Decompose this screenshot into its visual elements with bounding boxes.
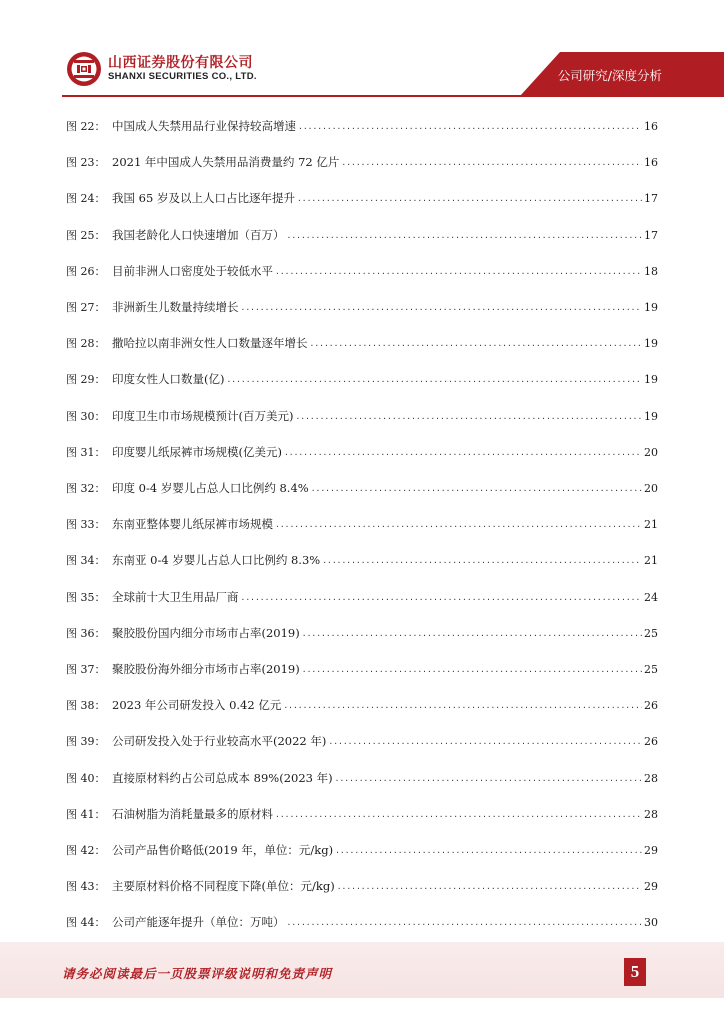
page-footer — [0, 942, 724, 1000]
disclaimer-text: 请务必阅读最后一页股票评级说明和免责声明 — [62, 966, 333, 981]
figure-title: 2023 年公司研发投入 0.42 亿元 — [112, 698, 282, 713]
figure-page-number: 25 — [644, 626, 658, 640]
toc-entry[interactable] — [66, 263, 658, 283]
figure-page-number: 18 — [644, 264, 658, 278]
toc-entry[interactable] — [66, 335, 658, 355]
figure-title: 全球前十大卫生用品厂商 — [112, 589, 239, 604]
toc-entry[interactable] — [66, 878, 658, 898]
toc-entry[interactable] — [66, 770, 658, 790]
figure-title: 印度卫生巾市场规模预计(百万美元) — [112, 408, 294, 423]
figure-page-number: 17 — [644, 228, 658, 242]
toc-entry[interactable] — [66, 154, 658, 174]
figure-number: 图 31： — [66, 445, 106, 459]
figure-number: 图 43： — [66, 880, 106, 894]
dot-leader — [295, 412, 642, 421]
dot-leader — [337, 882, 642, 891]
report-section-tag: 公司研究/深度分析 — [557, 68, 662, 83]
figure-page-number: 19 — [644, 409, 658, 423]
dot-leader — [302, 665, 642, 674]
figure-number: 图 27： — [66, 301, 106, 314]
figure-title: 印度女性人口数量(亿) — [112, 372, 225, 387]
figure-number: 图 22： — [66, 120, 106, 133]
dot-leader — [302, 629, 642, 638]
dot-leader — [310, 339, 643, 348]
figure-number: 图 34： — [66, 554, 106, 568]
figure-number: 图 28： — [66, 337, 106, 351]
dot-leader — [241, 303, 643, 312]
figure-title: 聚胶股份海外细分市场市占率(2019) — [112, 662, 300, 676]
figure-number: 图 25： — [66, 228, 106, 242]
figure-number: 图 38： — [66, 699, 106, 713]
figure-number: 图 41： — [66, 807, 106, 821]
toc-entry[interactable] — [66, 733, 658, 753]
toc-entry[interactable] — [66, 371, 658, 391]
toc-entry[interactable] — [66, 661, 658, 681]
figure-title: 东南亚整体婴儿纸尿裤市场规模 — [112, 517, 273, 532]
toc-entry[interactable] — [66, 552, 658, 572]
figure-page-number: 24 — [644, 590, 658, 604]
figure-page-number: 17 — [644, 192, 658, 206]
figure-title: 主要原材料价格不同程度下降(单位：元/kg) — [112, 879, 335, 894]
dot-leader — [335, 774, 642, 783]
figure-title: 我国 65 岁及以上人口占比逐年提升 — [112, 191, 295, 206]
figure-number: 图 23： — [66, 156, 106, 170]
dot-leader — [297, 194, 642, 203]
figure-title: 公司研发投入处于行业较高水平(2022 年) — [112, 734, 327, 749]
figure-page-number: 21 — [644, 554, 658, 568]
dot-leader — [287, 918, 643, 927]
figure-page-number: 28 — [644, 807, 658, 821]
toc-entry[interactable] — [66, 625, 658, 645]
figure-page-number: 20 — [644, 445, 658, 459]
toc-entry[interactable] — [66, 914, 658, 934]
figure-number: 图 24： — [66, 192, 106, 206]
figure-number: 图 35： — [66, 590, 106, 604]
figure-page-number: 26 — [644, 699, 658, 713]
toc-entry[interactable] — [66, 408, 658, 428]
figure-page-number: 29 — [644, 844, 658, 857]
dot-leader — [226, 375, 642, 384]
figure-page-number: 25 — [644, 663, 658, 676]
dot-leader — [298, 122, 642, 131]
figure-page-number: 19 — [644, 337, 658, 351]
dot-leader — [341, 158, 642, 167]
figure-page-number: 29 — [644, 880, 658, 894]
figure-number: 图 26： — [66, 264, 106, 278]
figure-title: 撒哈拉以南非洲女性人口数量逐年增长 — [112, 336, 308, 351]
dot-leader — [322, 556, 642, 565]
dot-leader — [275, 267, 642, 276]
dot-leader — [275, 520, 642, 529]
toc-entry[interactable] — [66, 842, 658, 862]
figure-page-number: 30 — [644, 916, 658, 930]
dot-leader — [311, 484, 642, 493]
dot-leader — [328, 737, 642, 746]
toc-entry[interactable] — [66, 299, 658, 319]
toc-entry[interactable] — [66, 697, 658, 717]
figure-page-number: 28 — [644, 771, 658, 785]
figure-title: 我国老龄化人口快速增加（百万） — [112, 227, 285, 242]
dot-leader — [284, 448, 642, 457]
figure-page-number: 26 — [644, 735, 658, 749]
dot-leader — [275, 810, 642, 819]
figure-number: 图 42： — [66, 844, 106, 857]
figure-title: 石油树脂为消耗量最多的原材料 — [112, 806, 273, 821]
figure-number: 图 30： — [66, 409, 106, 423]
figure-title: 目前非洲人口密度处于较低水平 — [112, 263, 273, 278]
figure-number: 图 32： — [66, 482, 106, 495]
figure-page-number: 16 — [644, 120, 658, 133]
figure-page-number: 16 — [644, 156, 658, 170]
toc-entry[interactable] — [66, 444, 658, 464]
figure-title: 公司产能逐年提升（单位：万吨） — [112, 915, 285, 930]
dot-leader — [335, 846, 642, 855]
figure-number: 图 29： — [66, 373, 106, 387]
figure-page-number: 19 — [644, 373, 658, 387]
toc-entry[interactable] — [66, 190, 658, 210]
page-number: 5 — [624, 958, 646, 986]
figure-number: 图 44： — [66, 916, 106, 930]
figure-title: 印度 0-4 岁婴儿占总人口比例约 8.4% — [112, 481, 309, 495]
figure-number: 图 33： — [66, 518, 106, 532]
company-name-cn: 山西证券股份有限公司 — [108, 55, 253, 71]
figure-number: 图 37： — [66, 663, 106, 676]
dot-leader — [287, 231, 643, 240]
dot-leader — [241, 593, 643, 602]
toc-entry[interactable] — [66, 516, 658, 536]
figure-number: 图 40： — [66, 771, 106, 785]
toc-entry[interactable] — [66, 118, 658, 138]
figure-title: 聚胶股份国内细分市场市占率(2019) — [112, 625, 300, 640]
toc-entry[interactable] — [66, 589, 658, 609]
figure-number: 图 36： — [66, 626, 106, 640]
figure-title: 公司产品售价略低(2019 年，单位：元/kg) — [112, 843, 334, 857]
toc-entry[interactable] — [66, 227, 658, 247]
dot-leader — [283, 701, 642, 710]
figure-title: 东南亚 0-4 岁婴儿占总人口比例约 8.3% — [112, 553, 321, 568]
toc-entry[interactable] — [66, 480, 658, 500]
company-name-en: SHANXI SECURITIES CO., LTD. — [108, 71, 257, 82]
figure-page-number: 21 — [644, 518, 658, 532]
toc-entry[interactable] — [66, 806, 658, 826]
figure-page-number: 20 — [644, 482, 658, 495]
figure-title: 非洲新生儿数量持续增长 — [112, 300, 239, 314]
figure-page-number: 19 — [644, 301, 658, 314]
figure-number: 图 39： — [66, 735, 106, 749]
figure-title: 直接原材料约占公司总成本 89%(2023 年) — [112, 770, 333, 785]
figure-title: 2021 年中国成人失禁用品消费量约 72 亿片 — [112, 155, 340, 170]
figure-title: 中国成人失禁用品行业保持较高增速 — [112, 119, 296, 133]
figure-title: 印度婴儿纸尿裤市场规模(亿美元) — [112, 444, 282, 459]
